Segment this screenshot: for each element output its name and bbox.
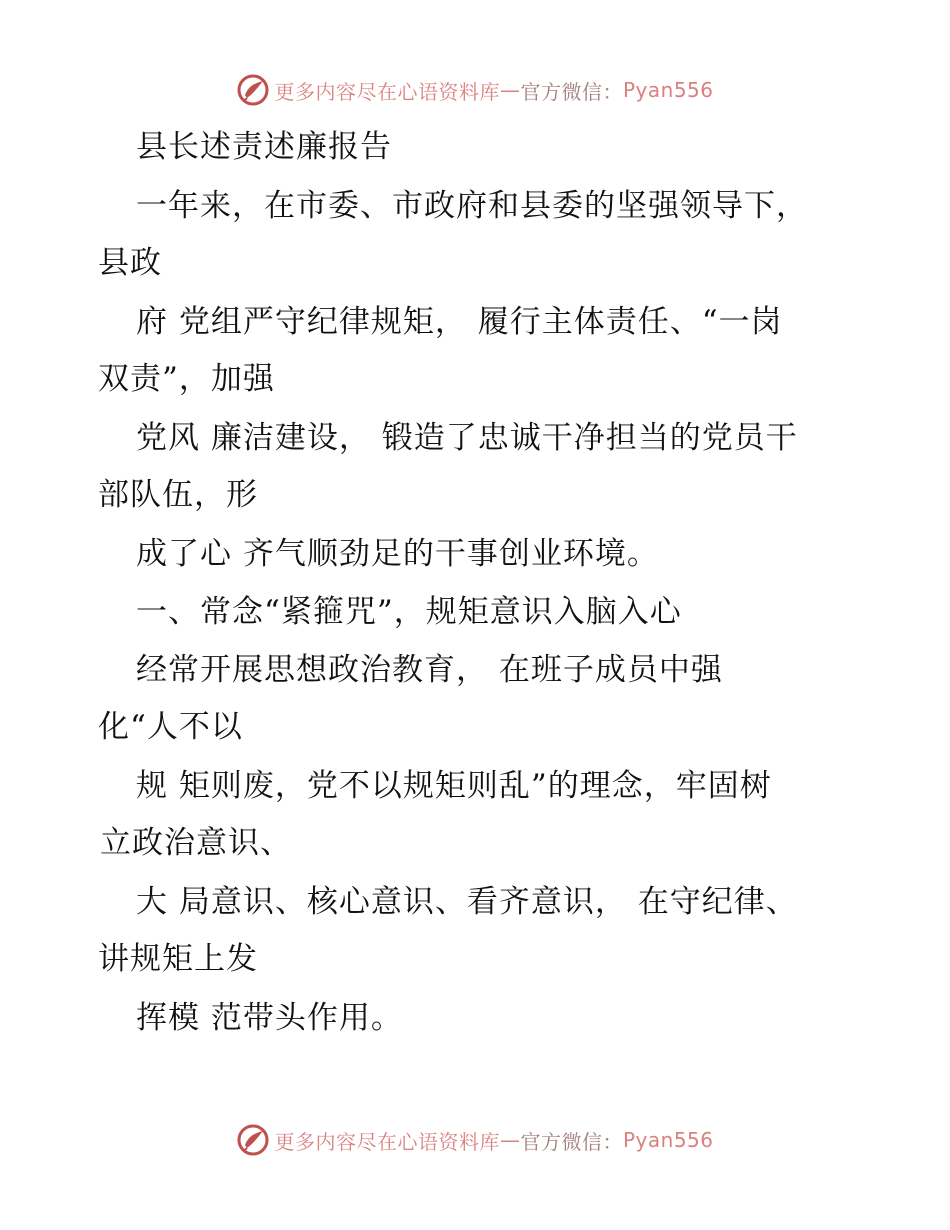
banner-text: 更多内容尽在心语资料库 xyxy=(274,1129,500,1154)
banner-account: Pyan556 xyxy=(622,1128,714,1152)
banner-wechat-label: 官方微信： xyxy=(520,79,623,104)
paragraph-line: 一年来，在市委、市政府和县委的坚强领导下， xyxy=(136,188,808,224)
section-heading: 一、常念“紧箍咒”，规矩意识入脑入心 xyxy=(136,594,682,630)
paragraph-line: 挥模 范带头作用。 xyxy=(136,1000,403,1036)
paragraph-line: 大 局意识、核心意识、看齐意识， 在守纪律、 xyxy=(136,884,798,920)
banner-account: Pyan556 xyxy=(622,78,714,102)
brand-logo-icon xyxy=(236,1123,270,1157)
paragraph-line: 党风 廉洁建设， 锻造了忠诚干净担当的党员干 xyxy=(136,420,798,456)
paragraph-line: 府 党组严守纪律规矩， 履行主体责任、“一岗 xyxy=(136,304,783,340)
footer-banner xyxy=(0,1120,950,1160)
paragraph-line: 经常开展思想政治教育， 在班子成员中强 xyxy=(136,652,723,688)
banner-wechat-label: 官方微信： xyxy=(520,1129,623,1154)
paragraph-line: 化“人不以 xyxy=(98,709,243,745)
paragraph-line: 规 矩则废，党不以规矩则乱”的理念，牢固树 xyxy=(136,768,772,804)
banner-dash: — xyxy=(499,1128,521,1152)
paragraph-line: 部队伍，形 xyxy=(98,477,258,513)
paragraph-line: 讲规矩上发 xyxy=(98,941,258,977)
paragraph-line: 立政治意识、 xyxy=(100,825,292,861)
paragraph-line: 县政 xyxy=(98,245,162,281)
paragraph-line: 成了心 齐气顺劲足的干事创业环境。 xyxy=(136,536,659,572)
paragraph-line: 双责”，加强 xyxy=(98,361,275,397)
document-title: 县长述责述廉报告 xyxy=(136,129,392,165)
banner-text: 更多内容尽在心语资料库 xyxy=(274,79,500,104)
banner-dash: — xyxy=(499,78,521,102)
